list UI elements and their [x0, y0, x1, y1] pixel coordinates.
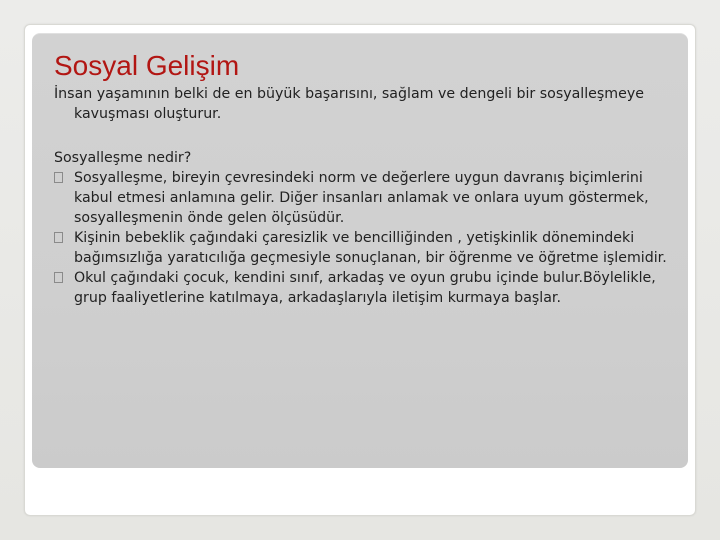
subheading: Sosyalleşme nedir? — [54, 150, 192, 166]
missing-glyph-icon — [54, 232, 63, 243]
bullet-text: Sosyalleşme, bireyin çevresindeki norm ve değerlere uygun davranış biçimlerini kabul etmesi anlamına gelir. Diğer insanları anlamak ve onlara uyum göstermek, sosyalleşmenin önde gelen ölçüsüdür. — [74, 170, 649, 226]
bullet-item — [54, 228, 684, 268]
bullet-item — [54, 168, 684, 228]
bullet-item — [54, 268, 684, 308]
slide-title: Sosyal Gelişim — [54, 50, 240, 81]
intro-paragraph: İnsan yaşamının belki de en büyük başarısını, sağlam ve dengeli bir sosyalleşmeye kavuşması oluşturur. — [54, 86, 644, 122]
bullet-text: Okul çağındaki çocuk, kendini sınıf, arkadaş ve oyun grubu içinde bulur.Böylelikle, grup faaliyetlerine katılmaya, arkadaşlarıyla iletişim kurmaya başlar. — [74, 270, 656, 306]
missing-glyph-icon — [54, 272, 63, 283]
bullet-list — [54, 168, 684, 308]
paragraph-spacer — [54, 124, 684, 148]
slide-body — [54, 84, 684, 308]
bullet-text: Kişinin bebeklik çağındaki çaresizlik ve bencilliğinden , yetişkinlik dönemindeki bağımsızlığa yaratıcılığa geçmesiyle sonuçlanan, bir öğrenme ve öğretme işlemidir. — [74, 230, 667, 266]
missing-glyph-icon — [54, 172, 63, 183]
